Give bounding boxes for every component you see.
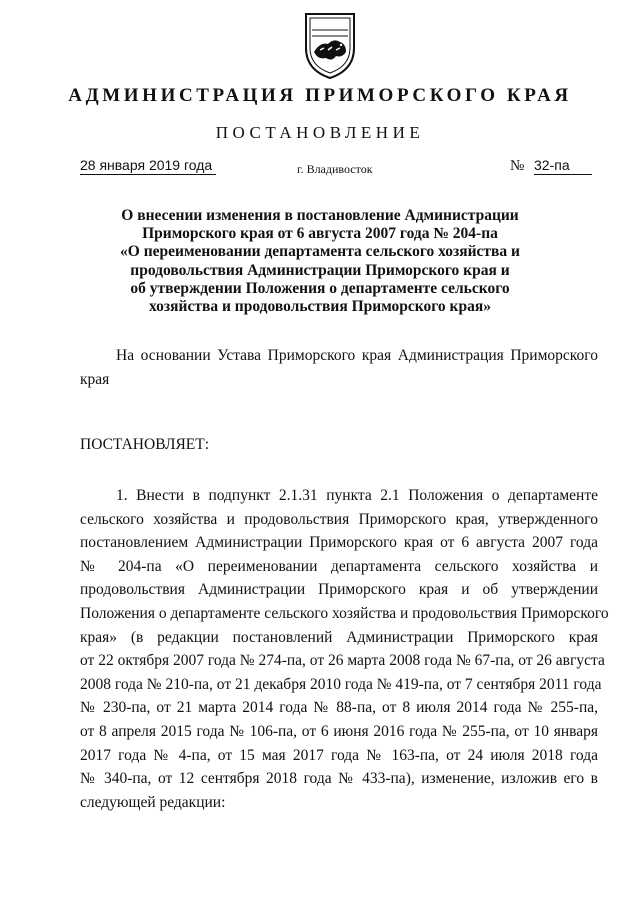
paragraph-line: продовольствия Администрации Приморского края и об утверждении (80, 581, 598, 599)
item-1-paragraph (80, 484, 609, 814)
document-date: 28 января 2019 года (80, 156, 216, 175)
paragraph-line: края (80, 370, 110, 388)
number-sign: № (510, 158, 525, 174)
paragraph-line: 1. Внести в подпункт 2.1.31 пункта 2.1 Положения о департаменте (116, 487, 598, 504)
paragraph-line: следующей редакции: (80, 793, 226, 811)
paragraph-line: № 340-па, от 12 сентября 2018 года № 433-па), изменение, изложив его в (80, 770, 598, 788)
document-type: ПОСТАНОВЛЕНИЕ (215, 123, 425, 142)
resolve-word: ПОСТАНОВЛЯЕТ: (80, 436, 210, 453)
document-heading (100, 207, 540, 316)
paragraph-line: Положения о департаменте сельского хозяйства и продовольствия Приморского (80, 604, 609, 622)
paragraph-line: от 22 октября 2007 года № 274-па, от 26 марта 2008 года № 67-па, от 26 августа (80, 652, 605, 670)
paragraph-line: от 8 апреля 2015 года № 106-па, от 6 июня 2016 года № 255-па, от 10 января (80, 722, 598, 740)
heading-line: об утверждении Положения о департаменте сельского (130, 279, 510, 297)
heading-line: продовольствия Администрации Приморского края и (130, 261, 510, 279)
basis-paragraph (80, 344, 598, 391)
document-city: г. Владивосток (297, 162, 373, 176)
heading-line: «О переименовании департамента сельского хозяйства и (120, 243, 520, 261)
paragraph-line: сельского хозяйства и продовольствия Приморского края, утвержденного (80, 510, 598, 528)
paragraph-line: № 230-па, от 21 марта 2014 года № 88-па, от 8 июля 2014 года № 255-па, (80, 699, 598, 717)
heading-line: О внесении изменения в постановление Администрации (121, 207, 519, 224)
paragraph-line: На основании Устава Приморского края Администрация Приморского (116, 347, 598, 364)
paragraph-line: 2008 года № 210-па, от 21 декабря 2010 года № 419-па, от 7 сентября 2011 года (80, 675, 602, 693)
issuer-title: АДМИНИСТРАЦИЯ ПРИМОРСКОГО КРАЯ (68, 85, 572, 106)
coat-of-arms-emblem (300, 8, 360, 82)
paragraph-line: № 204-па «О переименовании департамента сельского хозяйства и (80, 557, 598, 575)
paragraph-line: 2017 года № 4-па, от 15 мая 2017 года № 163-па, от 24 июля 2018 года (80, 746, 598, 764)
paragraph-line: края» (в редакции постановлений Администрации Приморского края (80, 628, 598, 646)
paragraph-line: постановлением Администрации Приморского края от 6 августа 2007 года (80, 534, 598, 552)
heading-line: Приморского края от 6 августа 2007 года № 204-па (142, 225, 498, 243)
document-number: 32-па (534, 156, 592, 175)
heading-line: хозяйства и продовольствия Приморского края» (149, 298, 491, 316)
